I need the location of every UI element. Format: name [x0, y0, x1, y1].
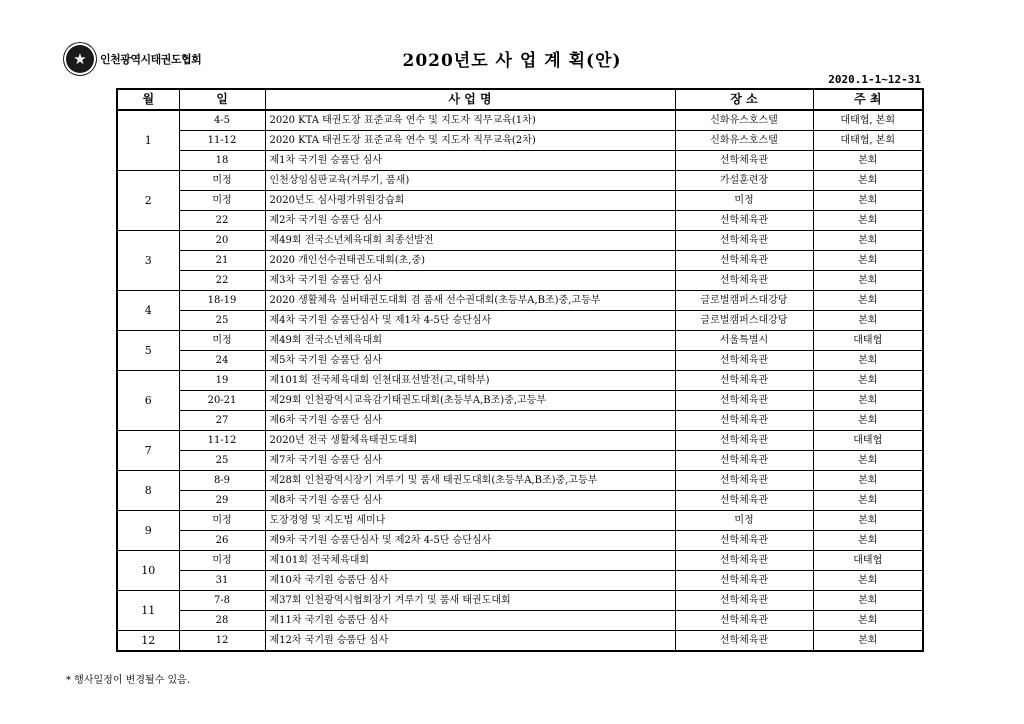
table-row — [117, 311, 923, 331]
event-name-cell: 제4차 국기원 승품단심사 및 제1차 4-5단 승단심사 — [265, 311, 675, 331]
event-name-cell: 도장경영 및 지도법 세미나 — [265, 511, 675, 531]
month-cell: 2 — [117, 171, 179, 231]
host-cell: 본회 — [813, 311, 923, 331]
place-cell: 신화유스호스텔 — [675, 131, 813, 151]
place-cell: 미정 — [675, 511, 813, 531]
day-cell: 미정 — [179, 331, 265, 351]
table-row — [117, 411, 923, 431]
host-cell: 본회 — [813, 611, 923, 631]
event-name-cell: 2020년도 심사평가위원강습회 — [265, 191, 675, 211]
table-row — [117, 110, 923, 131]
column-header-day: 일 — [179, 89, 265, 110]
day-cell: 4-5 — [179, 110, 265, 131]
host-cell: 본회 — [813, 451, 923, 471]
host-cell: 본회 — [813, 151, 923, 171]
place-cell: 신화유스호스텔 — [675, 110, 813, 131]
host-cell: 대태협 — [813, 331, 923, 351]
place-cell: 선학체육관 — [675, 351, 813, 371]
place-cell: 글로벌캠퍼스대강당 — [675, 291, 813, 311]
table-row — [117, 371, 923, 391]
day-cell: 21 — [179, 251, 265, 271]
month-cell: 9 — [117, 511, 179, 551]
day-cell: 26 — [179, 531, 265, 551]
event-name-cell: 제2차 국기원 승품단 심사 — [265, 211, 675, 231]
column-header-event: 사 업 명 — [265, 89, 675, 110]
place-cell: 글로벌캠퍼스대강당 — [675, 311, 813, 331]
day-cell: 8-9 — [179, 471, 265, 491]
table-row — [117, 491, 923, 511]
day-cell: 25 — [179, 311, 265, 331]
table-row — [117, 291, 923, 311]
event-name-cell: 2020년 전국 생활체육태권도대회 — [265, 431, 675, 451]
month-cell: 7 — [117, 431, 179, 471]
host-cell: 본회 — [813, 271, 923, 291]
table-row — [117, 571, 923, 591]
place-cell: 가설훈련장 — [675, 171, 813, 191]
table-row — [117, 191, 923, 211]
table-row — [117, 551, 923, 571]
column-header-place: 장 소 — [675, 89, 813, 110]
host-cell: 본회 — [813, 191, 923, 211]
table-row — [117, 271, 923, 291]
day-cell: 24 — [179, 351, 265, 371]
day-cell: 7-8 — [179, 591, 265, 611]
host-cell: 본회 — [813, 371, 923, 391]
event-name-cell: 제5차 국기원 승품단 심사 — [265, 351, 675, 371]
place-cell: 선학체육관 — [675, 571, 813, 591]
day-cell: 18 — [179, 151, 265, 171]
day-cell: 11-12 — [179, 431, 265, 451]
table-row — [117, 511, 923, 531]
table-row — [117, 211, 923, 231]
day-cell: 20-21 — [179, 391, 265, 411]
table-row — [117, 251, 923, 271]
month-cell: 1 — [117, 110, 179, 171]
day-cell: 27 — [179, 411, 265, 431]
table-row — [117, 471, 923, 491]
table-row — [117, 591, 923, 611]
day-cell: 12 — [179, 631, 265, 652]
event-name-cell: 인천상임심판교육(겨루기, 품새) — [265, 171, 675, 191]
event-name-cell: 제12차 국기원 승품단 심사 — [265, 631, 675, 652]
table-row — [117, 451, 923, 471]
month-cell: 3 — [117, 231, 179, 291]
host-cell: 본회 — [813, 471, 923, 491]
day-cell: 미정 — [179, 191, 265, 211]
host-cell: 본회 — [813, 411, 923, 431]
host-cell: 본회 — [813, 211, 923, 231]
place-cell: 선학체육관 — [675, 451, 813, 471]
place-cell: 선학체육관 — [675, 371, 813, 391]
host-cell: 본회 — [813, 631, 923, 652]
place-cell: 선학체육관 — [675, 471, 813, 491]
host-cell: 본회 — [813, 291, 923, 311]
event-name-cell: 2020 KTA 태권도장 표준교육 연수 및 지도자 직무교육(1차) — [265, 110, 675, 131]
schedule-body — [117, 110, 923, 651]
place-cell: 선학체육관 — [675, 631, 813, 652]
table-row — [117, 331, 923, 351]
month-cell: 5 — [117, 331, 179, 371]
event-name-cell: 제28회 인천광역시장기 겨루기 및 품새 태권도대회(초등부A,B조)중,고등부 — [265, 471, 675, 491]
table-row — [117, 171, 923, 191]
host-cell: 대태협, 본회 — [813, 131, 923, 151]
event-name-cell: 제3차 국기원 승품단 심사 — [265, 271, 675, 291]
event-name-cell: 제7차 국기원 승품단 심사 — [265, 451, 675, 471]
table-row — [117, 611, 923, 631]
column-header-month: 월 — [117, 89, 179, 110]
place-cell: 선학체육관 — [675, 591, 813, 611]
host-cell: 본회 — [813, 491, 923, 511]
host-cell: 본회 — [813, 591, 923, 611]
event-name-cell: 제49회 전국소년체육대회 — [265, 331, 675, 351]
place-cell: 선학체육관 — [675, 151, 813, 171]
place-cell: 선학체육관 — [675, 211, 813, 231]
event-name-cell: 제101회 전국체육대회 인천대표선발전(고,대학부) — [265, 371, 675, 391]
place-cell: 선학체육관 — [675, 231, 813, 251]
event-name-cell: 제9차 국기원 승품단심사 및 제2차 4-5단 승단심사 — [265, 531, 675, 551]
place-cell: 선학체육관 — [675, 411, 813, 431]
table-row — [117, 151, 923, 171]
footnote: * 행사일정이 변경될수 있음. — [66, 675, 190, 686]
event-name-cell: 제8차 국기원 승품단 심사 — [265, 491, 675, 511]
day-cell: 미정 — [179, 551, 265, 571]
event-name-cell: 제37회 인천광역시협회장기 겨루기 및 품새 태권도대회 — [265, 591, 675, 611]
event-name-cell: 2020 생활체육 실버태권도대회 겸 품새 선수권대회(초등부A,B조)중,고등부 — [265, 291, 675, 311]
host-cell: 본회 — [813, 351, 923, 371]
month-cell: 11 — [117, 591, 179, 631]
plan-period: 2020.1-1~12-31 — [828, 73, 921, 86]
event-name-cell: 제6차 국기원 승품단 심사 — [265, 411, 675, 431]
table-row — [117, 131, 923, 151]
month-cell: 12 — [117, 631, 179, 652]
table-row — [117, 231, 923, 251]
day-cell: 18-19 — [179, 291, 265, 311]
place-cell: 선학체육관 — [675, 431, 813, 451]
place-cell: 선학체육관 — [675, 271, 813, 291]
event-name-cell: 2020 개인선수권태권도대회(초,중) — [265, 251, 675, 271]
day-cell: 미정 — [179, 511, 265, 531]
event-name-cell: 2020 KTA 태권도장 표준교육 연수 및 지도자 직무교육(2차) — [265, 131, 675, 151]
host-cell: 본회 — [813, 531, 923, 551]
table-row — [117, 351, 923, 371]
place-cell: 선학체육관 — [675, 611, 813, 631]
day-cell: 미정 — [179, 171, 265, 191]
host-cell: 본회 — [813, 391, 923, 411]
place-cell: 서울특별시 — [675, 331, 813, 351]
event-name-cell: 제1차 국기원 승품단 심사 — [265, 151, 675, 171]
host-cell: 본회 — [813, 511, 923, 531]
event-name-cell: 제11차 국기원 승품단 심사 — [265, 611, 675, 631]
table-row — [117, 431, 923, 451]
table-header-row — [117, 89, 923, 110]
column-header-host: 주 최 — [813, 89, 923, 110]
place-cell: 선학체육관 — [675, 551, 813, 571]
place-cell: 선학체육관 — [675, 391, 813, 411]
place-cell: 선학체육관 — [675, 251, 813, 271]
month-cell: 10 — [117, 551, 179, 591]
day-cell: 25 — [179, 451, 265, 471]
day-cell: 28 — [179, 611, 265, 631]
page-title: 2020년도 사 업 계 획(안) — [402, 51, 622, 71]
place-cell: 미정 — [675, 191, 813, 211]
taekwondo-emblem-icon: ★ — [66, 45, 94, 73]
event-name-cell: 제101회 전국체육대회 — [265, 551, 675, 571]
host-cell: 본회 — [813, 231, 923, 251]
event-name-cell: 제10차 국기원 승품단 심사 — [265, 571, 675, 591]
table-row — [117, 631, 923, 652]
host-cell: 본회 — [813, 251, 923, 271]
event-schedule-table — [116, 88, 924, 652]
table-row — [117, 531, 923, 551]
host-cell: 본회 — [813, 171, 923, 191]
day-cell: 22 — [179, 271, 265, 291]
place-cell: 선학체육관 — [675, 491, 813, 511]
host-cell: 본회 — [813, 571, 923, 591]
day-cell: 20 — [179, 231, 265, 251]
day-cell: 22 — [179, 211, 265, 231]
day-cell: 31 — [179, 571, 265, 591]
month-cell: 6 — [117, 371, 179, 431]
event-name-cell: 제29회 인천광역시교육감기태권도대회(초등부A,B조)중,고등부 — [265, 391, 675, 411]
table-row — [117, 391, 923, 411]
day-cell: 11-12 — [179, 131, 265, 151]
month-cell: 4 — [117, 291, 179, 331]
event-name-cell: 제49회 전국소년체육대회 최종선발전 — [265, 231, 675, 251]
place-cell: 선학체육관 — [675, 531, 813, 551]
day-cell: 29 — [179, 491, 265, 511]
host-cell: 대태협, 본회 — [813, 110, 923, 131]
month-cell: 8 — [117, 471, 179, 511]
host-cell: 대태협 — [813, 431, 923, 451]
day-cell: 19 — [179, 371, 265, 391]
host-cell: 대태협 — [813, 551, 923, 571]
org-name: 인천광역시태권도협회 — [100, 53, 202, 66]
